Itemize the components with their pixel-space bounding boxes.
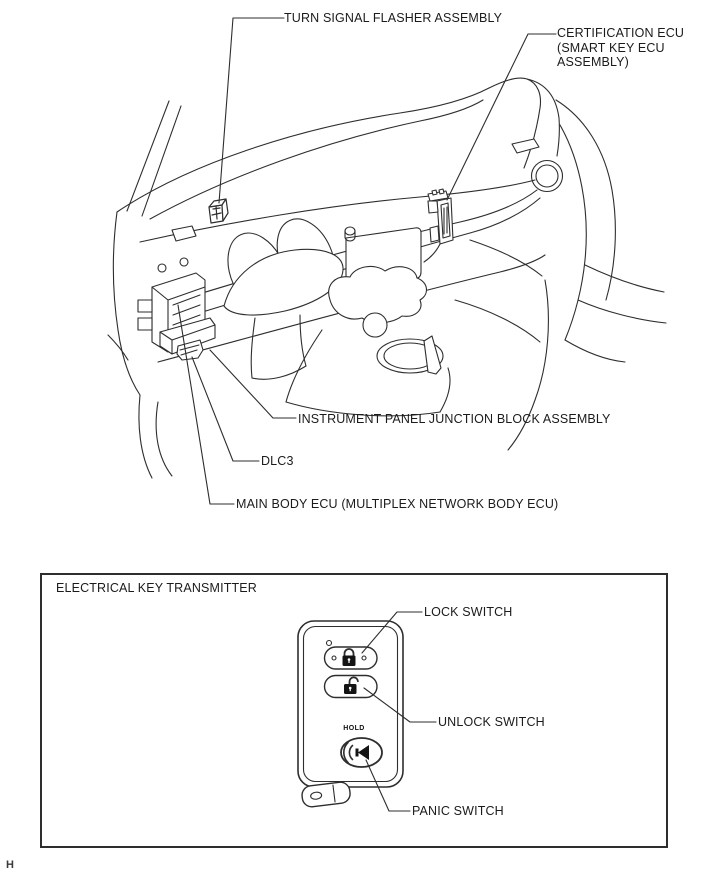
callout-main-body-ecu: MAIN BODY ECU (MULTIPLEX NETWORK BODY ECU)	[236, 497, 559, 511]
callout-dlc3: DLC3	[261, 454, 294, 468]
callout-certification-ecu-line1: CERTIFICATION ECU	[557, 26, 685, 40]
junction-block-assembly	[138, 258, 215, 354]
hold-label: HOLD	[343, 725, 365, 732]
callout-lock-switch: LOCK SWITCH	[424, 605, 513, 619]
callout-unlock-switch: UNLOCK SWITCH	[438, 715, 545, 729]
certification-ecu-module	[424, 189, 453, 262]
callout-certification-ecu-line3: ASSEMBLY)	[557, 55, 629, 69]
key-transmitter-panel	[40, 573, 668, 848]
dashboard-illustration	[108, 18, 666, 504]
panel-title: ELECTRICAL KEY TRANSMITTER	[56, 581, 257, 595]
callout-certification-ecu-line2: (SMART KEY ECU	[557, 40, 665, 55]
footer-mark: H	[6, 859, 14, 871]
callout-turn-signal-flasher: TURN SIGNAL FLASHER ASSEMBLY	[284, 11, 503, 25]
callout-junction-block: INSTRUMENT PANEL JUNCTION BLOCK ASSEMBLY	[298, 412, 611, 426]
callout-certification-ecu	[557, 26, 684, 70]
callout-panic-switch: PANIC SWITCH	[412, 804, 504, 818]
